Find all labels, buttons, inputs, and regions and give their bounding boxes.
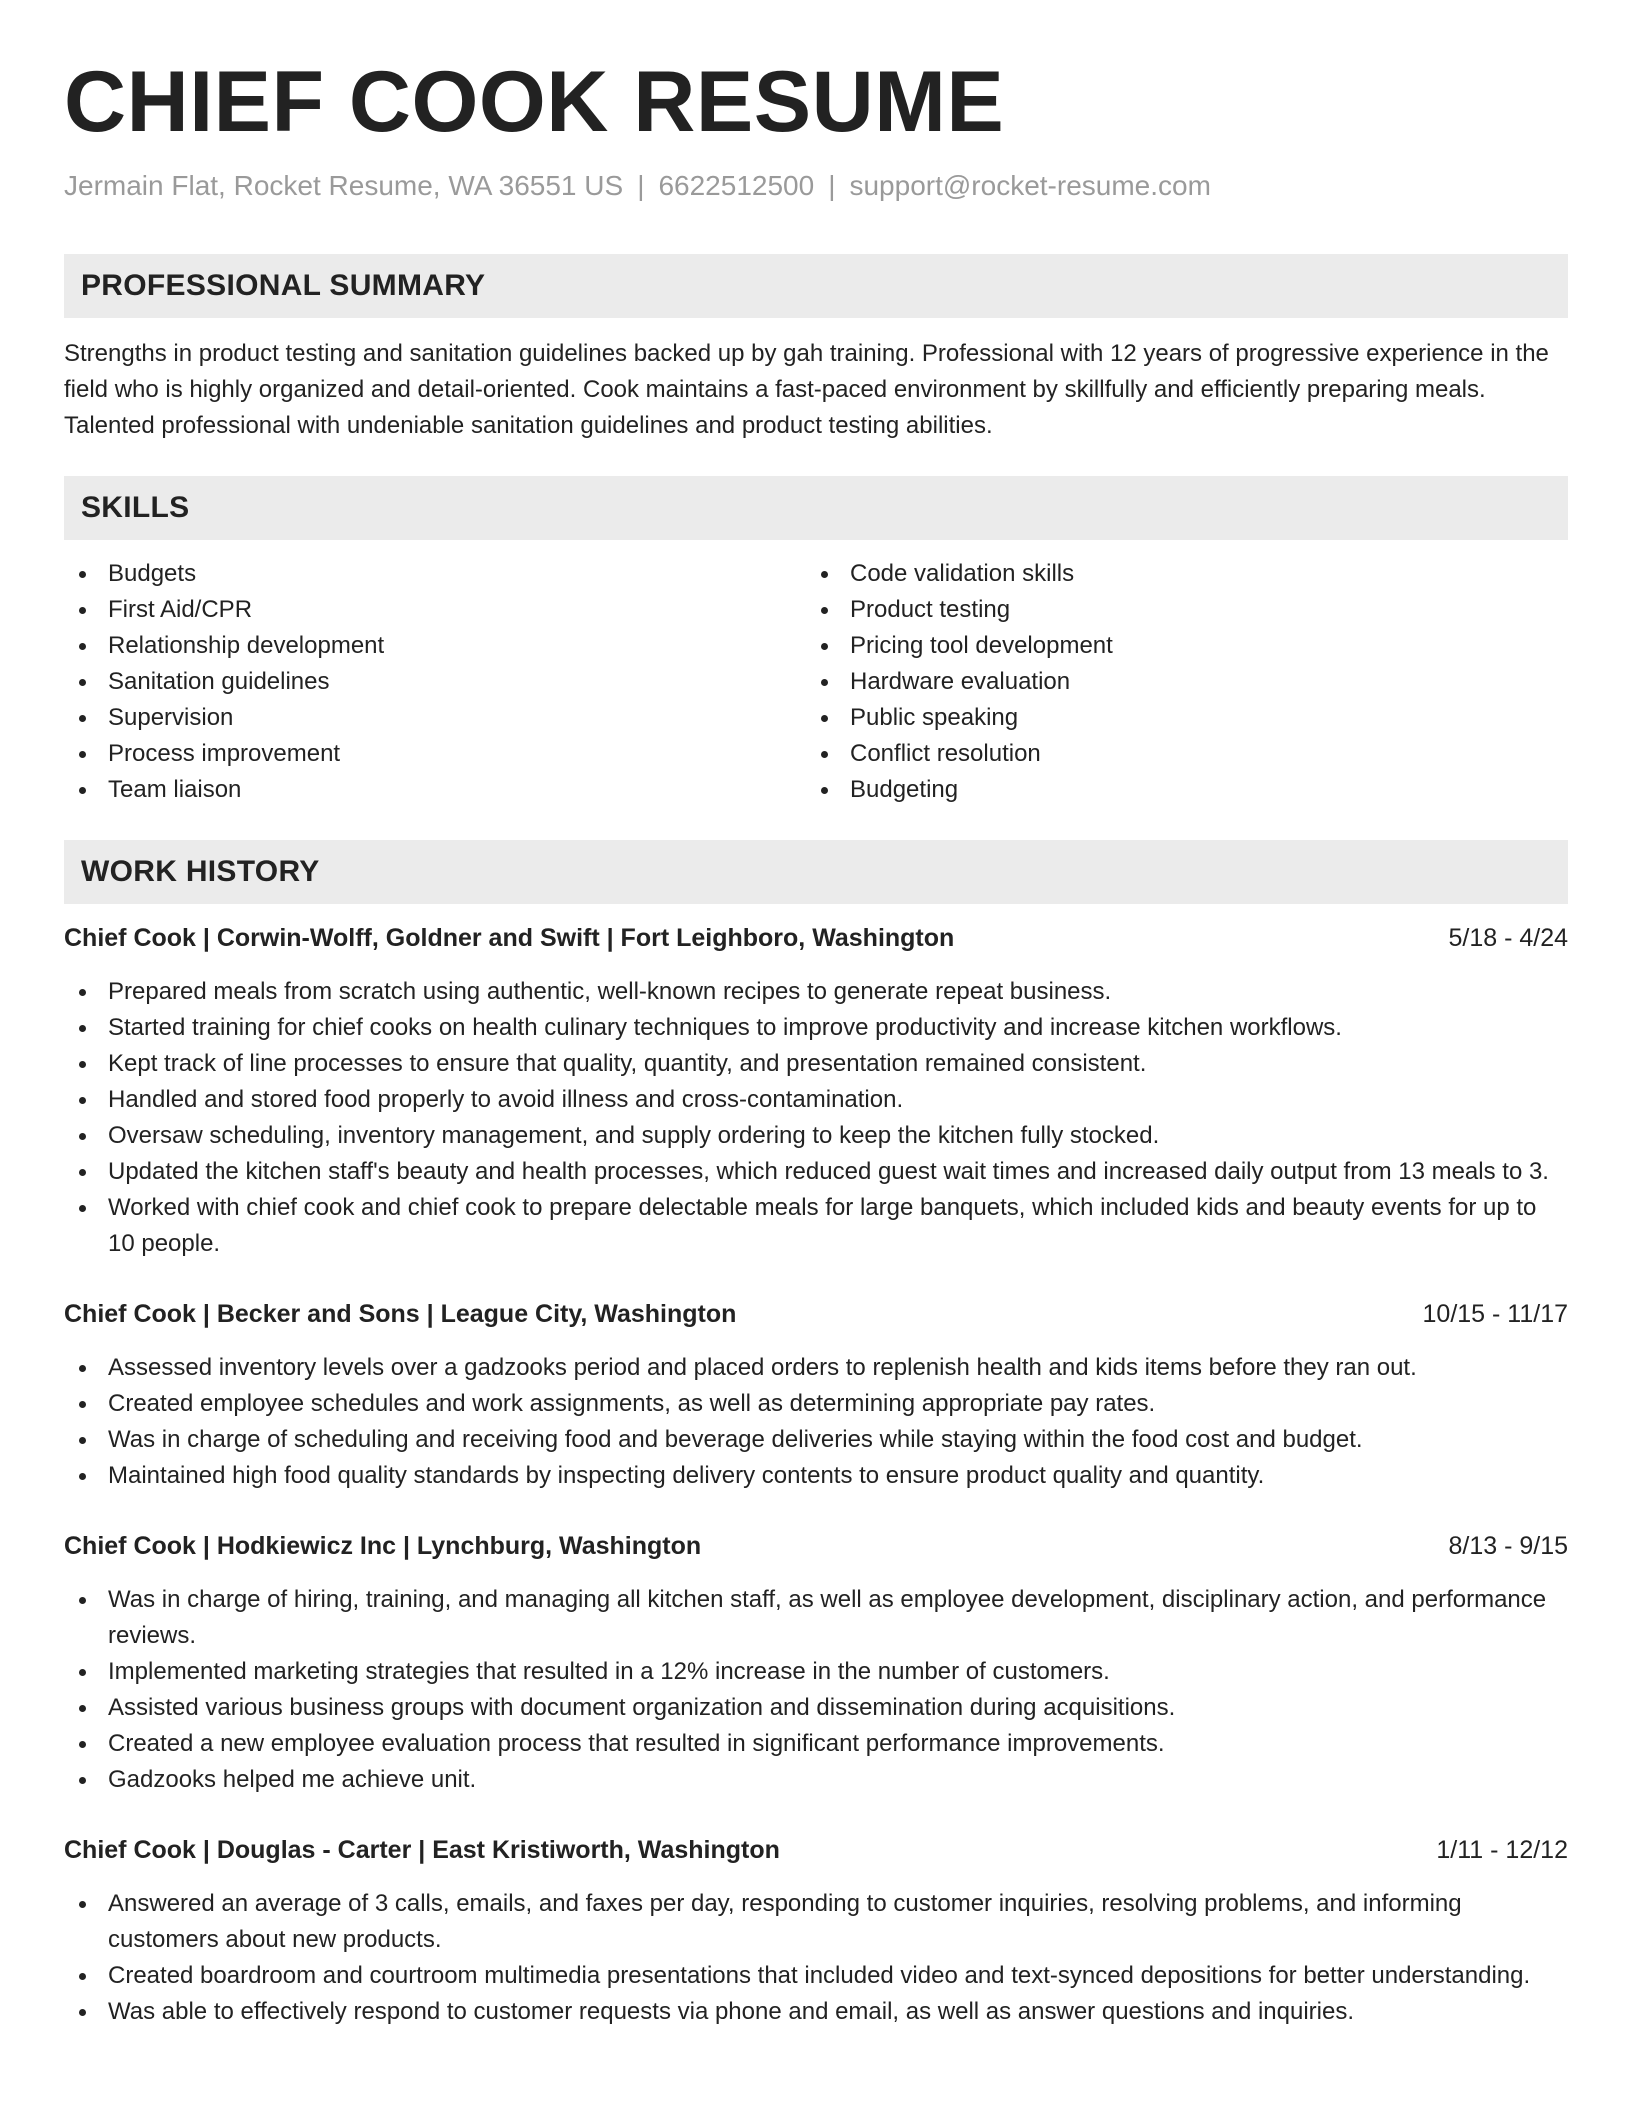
skill-item: Pricing tool development — [806, 628, 1548, 664]
job-title: Chief Cook | Corwin-Wolff, Goldner and Swift | Fort Leighboro, Washington — [64, 924, 955, 952]
skill-item: First Aid/CPR — [64, 592, 806, 628]
job-bullet: Maintained high food quality standards by inspecting delivery contents to ensure product quality and quantity. — [64, 1458, 1568, 1494]
contact-email: support@rocket-resume.com — [849, 170, 1211, 201]
job-bullets — [64, 1582, 1568, 1798]
job-entry — [64, 1528, 1568, 1798]
skill-item: Budgeting — [806, 772, 1548, 808]
skills-list — [64, 556, 1568, 808]
job-bullet: Was in charge of scheduling and receiving food and beverage deliveries while staying within the food cost and budget. — [64, 1422, 1568, 1458]
job-bullet: Handled and stored food properly to avoid illness and cross-contamination. — [64, 1082, 1568, 1118]
skill-item: Product testing — [806, 592, 1548, 628]
job-title: Chief Cook | Douglas - Carter | East Kristiworth, Washington — [64, 1836, 780, 1864]
skill-item: Hardware evaluation — [806, 664, 1548, 700]
job-bullet: Created boardroom and courtroom multimedia presentations that included video and text-synced depositions for better understanding. — [64, 1958, 1568, 1994]
job-header — [64, 920, 1568, 956]
job-header — [64, 1832, 1568, 1868]
skill-item: Relationship development — [64, 628, 806, 664]
job-bullet: Prepared meals from scratch using authentic, well-known recipes to generate repeat business. — [64, 974, 1568, 1010]
job-entry — [64, 1296, 1568, 1494]
job-bullet: Was in charge of hiring, training, and managing all kitchen staff, as well as employee development, disciplinary action, and performance reviews. — [64, 1582, 1568, 1654]
job-bullets — [64, 1350, 1568, 1494]
job-bullet: Gadzooks helped me achieve unit. — [64, 1762, 1568, 1798]
resume-title: CHIEF COOK RESUME — [64, 54, 1005, 150]
skills-heading: SKILLS — [64, 476, 1568, 540]
skills-column-left — [64, 556, 806, 808]
job-bullets — [64, 1886, 1568, 2030]
contact-address: Jermain Flat, Rocket Resume, WA 36551 US — [64, 170, 624, 201]
work-history-heading: WORK HISTORY — [64, 840, 1568, 904]
contact-phone: 6622512500 — [658, 170, 815, 201]
summary-text: Strengths in product testing and sanitation guidelines backed up by gah training. Professional with 12 years of progressive experience in the field who is highly organized and detail-oriented. Cook maintains a fast-paced environment by skillfully and efficiently preparing meals. Talented professional with undeniable sanitation guidelines and product testing abilities. — [64, 340, 1549, 439]
job-bullets — [64, 974, 1568, 1262]
job-entry — [64, 920, 1568, 1262]
job-bullet: Answered an average of 3 calls, emails, and faxes per day, responding to customer inquiries, resolving problems, and informing customers about new products. — [64, 1886, 1568, 1958]
job-bullet: Implemented marketing strategies that resulted in a 12% increase in the number of customers. — [64, 1654, 1568, 1690]
job-title: Chief Cook | Becker and Sons | League City, Washington — [64, 1300, 737, 1328]
job-dates: 10/15 - 11/17 — [1422, 1300, 1568, 1328]
skill-item: Supervision — [64, 700, 806, 736]
skill-item: Budgets — [64, 556, 806, 592]
job-bullet: Was able to effectively respond to customer requests via phone and email, as well as answer questions and inquiries. — [64, 1994, 1568, 2030]
summary-heading: PROFESSIONAL SUMMARY — [64, 254, 1568, 318]
job-bullet: Started training for chief cooks on health culinary techniques to improve productivity and increase kitchen workflows. — [64, 1010, 1568, 1046]
job-bullet: Updated the kitchen staff's beauty and health processes, which reduced guest wait times and increased daily output from 13 meals to 3. — [64, 1154, 1568, 1190]
job-bullet: Created a new employee evaluation process that resulted in significant performance improvements. — [64, 1726, 1568, 1762]
contact-separator: | — [637, 170, 645, 201]
job-bullet: Kept track of line processes to ensure that quality, quantity, and presentation remained consistent. — [64, 1046, 1568, 1082]
skill-item: Team liaison — [64, 772, 806, 808]
job-dates: 1/11 - 12/12 — [1436, 1836, 1568, 1864]
job-entry — [64, 1832, 1568, 2030]
job-bullet: Oversaw scheduling, inventory management, and supply ordering to keep the kitchen fully stocked. — [64, 1118, 1568, 1154]
job-bullet: Assisted various business groups with document organization and dissemination during acquisitions. — [64, 1690, 1568, 1726]
contact-separator: | — [828, 170, 836, 201]
job-header — [64, 1296, 1568, 1332]
skill-item: Sanitation guidelines — [64, 664, 806, 700]
skill-item: Process improvement — [64, 736, 806, 772]
contact-line — [64, 168, 1568, 204]
job-bullet: Assessed inventory levels over a gadzooks period and placed orders to replenish health and kids items before they ran out. — [64, 1350, 1568, 1386]
job-dates: 5/18 - 4/24 — [1448, 924, 1568, 952]
job-title: Chief Cook | Hodkiewicz Inc | Lynchburg, Washington — [64, 1532, 702, 1560]
job-header — [64, 1528, 1568, 1564]
skill-item: Code validation skills — [806, 556, 1548, 592]
skill-item: Conflict resolution — [806, 736, 1548, 772]
job-dates: 8/13 - 9/15 — [1448, 1532, 1568, 1560]
skills-column-right — [806, 556, 1548, 808]
job-bullet: Created employee schedules and work assignments, as well as determining appropriate pay rates. — [64, 1386, 1568, 1422]
skill-item: Public speaking — [806, 700, 1548, 736]
job-bullet: Worked with chief cook and chief cook to prepare delectable meals for large banquets, which included kids and beauty events for up to 10 people. — [64, 1190, 1568, 1262]
